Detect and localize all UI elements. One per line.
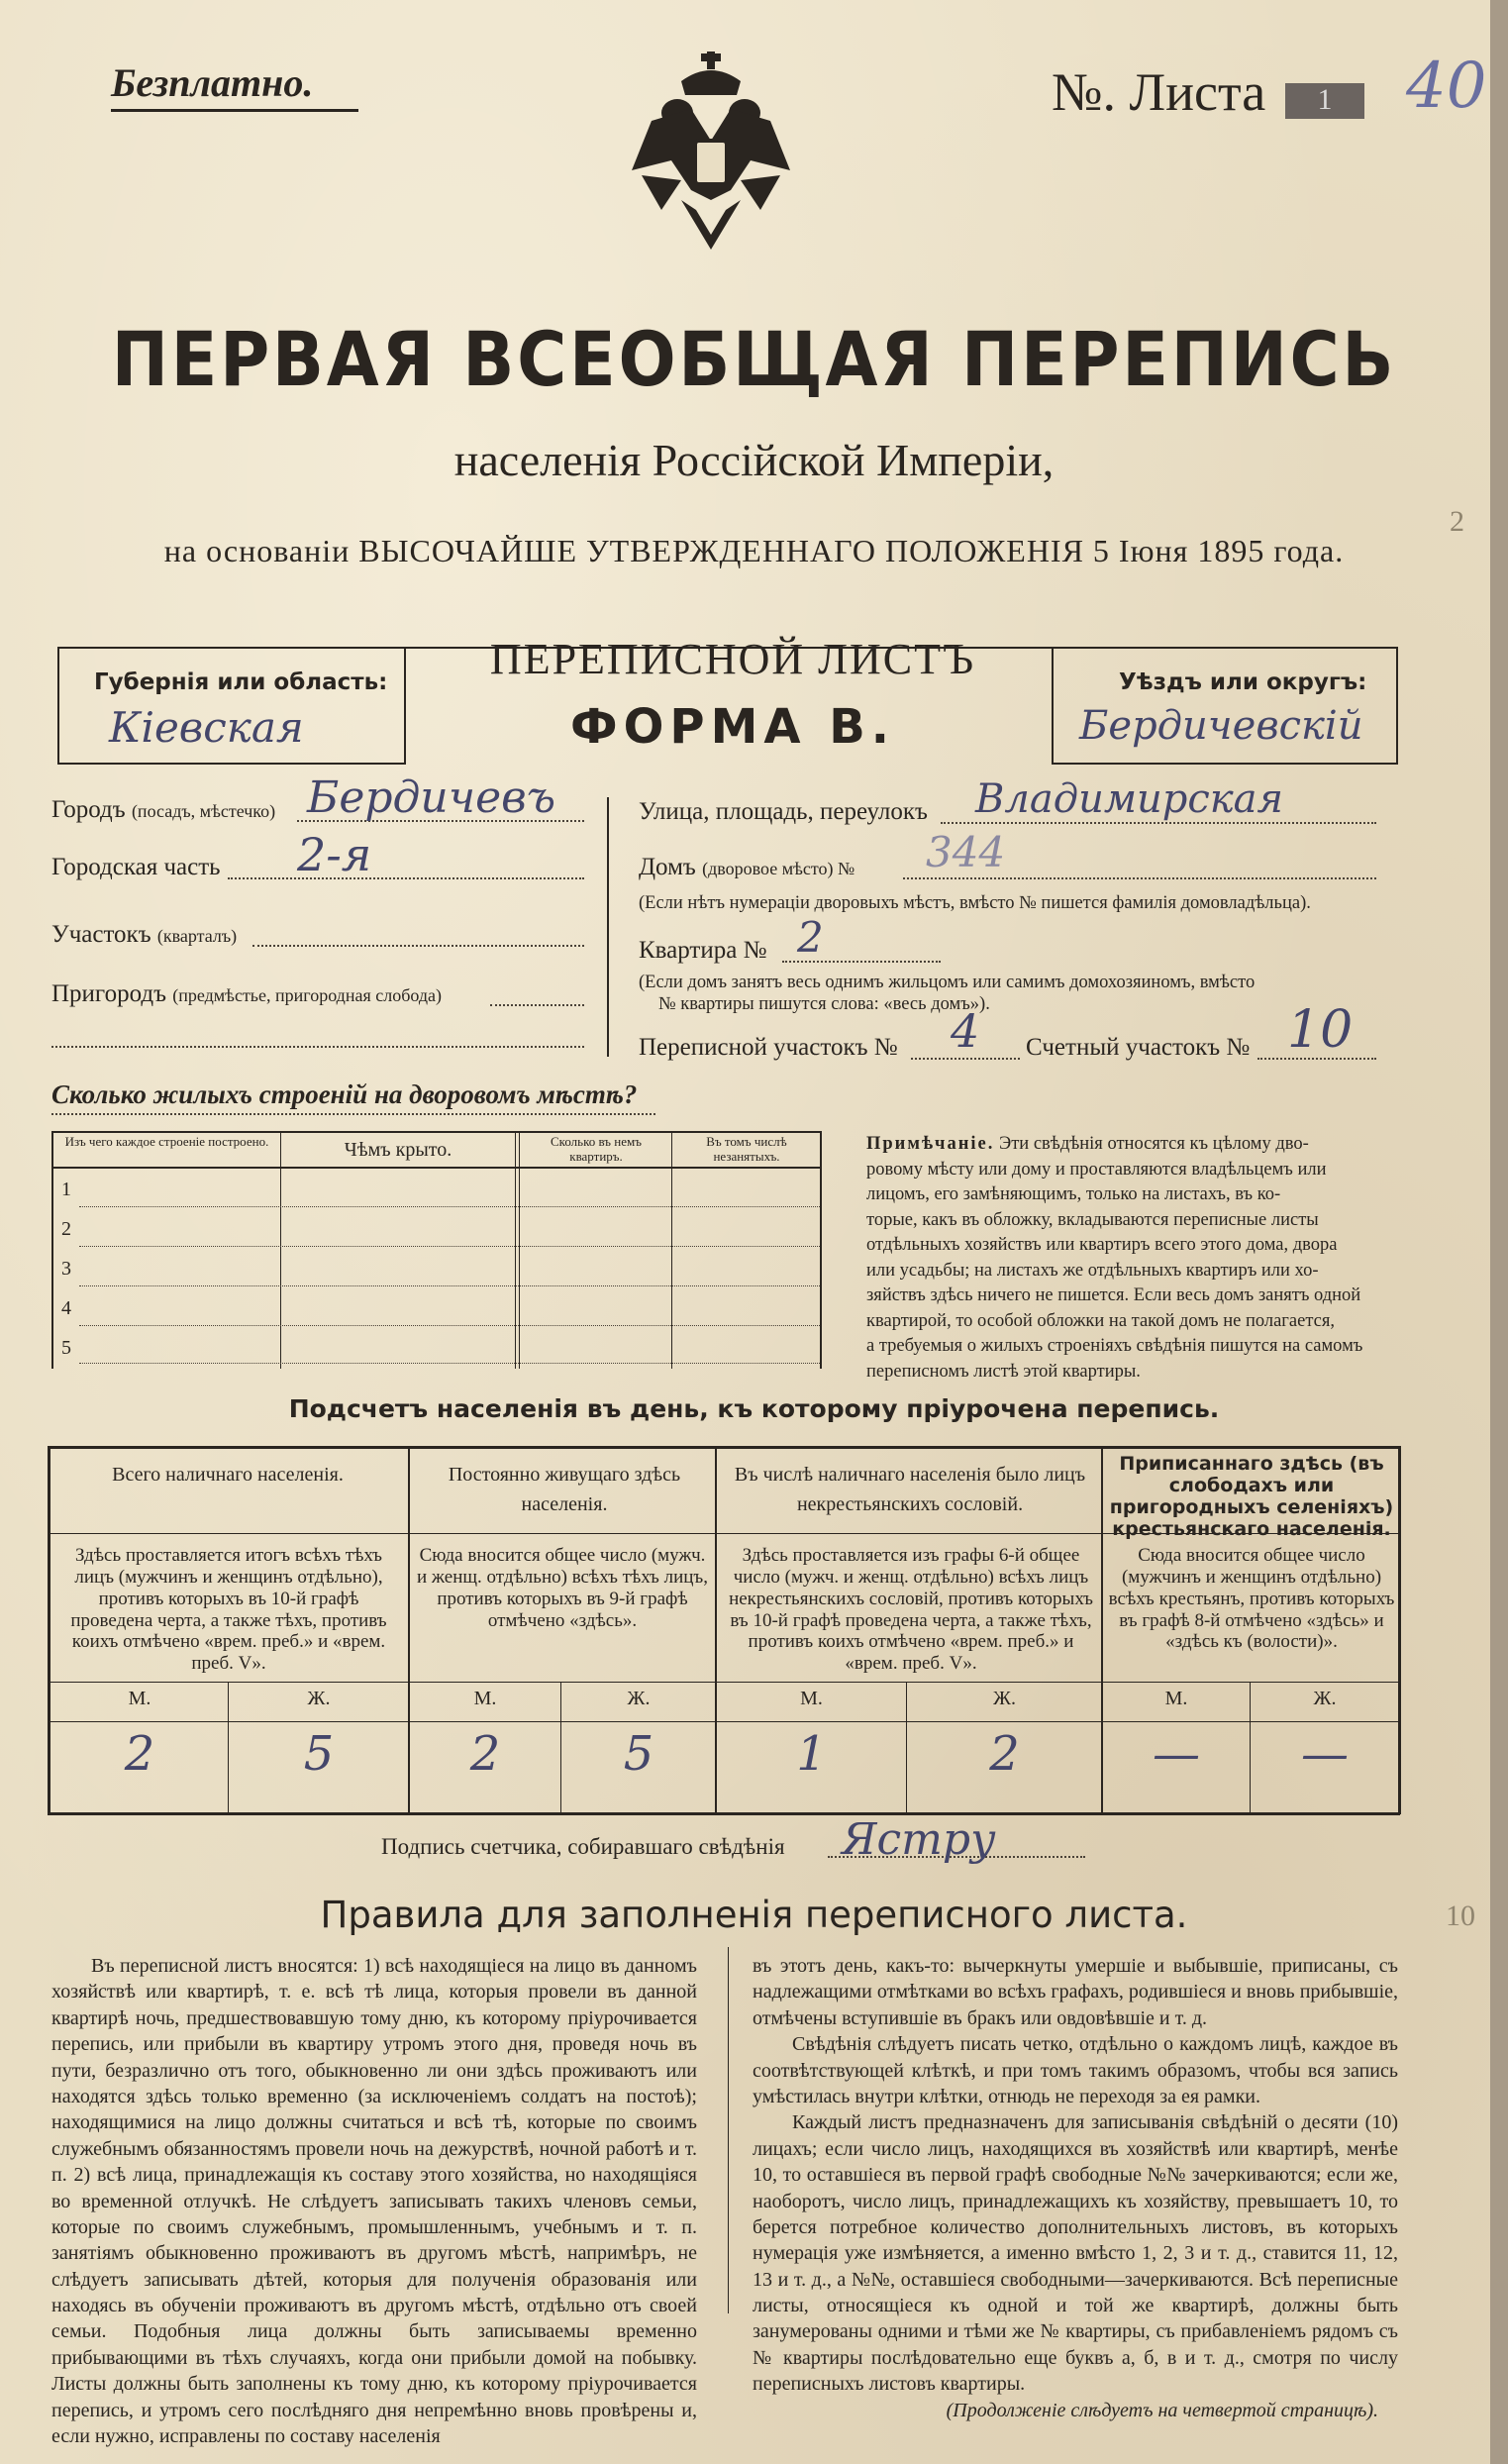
rules-right-column	[753, 1953, 1398, 2423]
rules-continued: (Продолженіе слѣдуетъ на четвертой страницѣ).	[946, 2399, 1378, 2421]
margin-mark-1: 2	[1450, 505, 1464, 538]
pop-col3-f-label: Ж.	[993, 1688, 1016, 1709]
rules-title: Правила для заполненія переписного листа.	[320, 1894, 1188, 1936]
buildings-row-line-3	[79, 1285, 820, 1286]
corner-mark: 40	[1406, 50, 1487, 123]
buildings-table-top	[51, 1131, 822, 1133]
buildings-row-line-5	[79, 1363, 820, 1364]
city-value: Бердичевъ	[307, 772, 556, 823]
count-district-label: Счетный участокъ №	[1026, 1034, 1251, 1061]
buildings-row-line-1	[79, 1206, 820, 1207]
buildings-col2-header: Чѣмъ крыто.	[344, 1139, 452, 1161]
signature-label: Подпись счетчика, собиравшаго свѣдѣнія	[381, 1834, 785, 1859]
sheet-number-label: №. Листа	[1052, 62, 1266, 122]
pop-col4-desc: Сюда вносится общее число (мужчинъ и женщинъ отдѣльно) всѣхъ крестьянъ, противъ которыхъ въ графѣ 8-й отмѣчено «здѣсь» и «здѣсь къ (волости)».	[1108, 1545, 1395, 1653]
apt-note-2: № квартиры пишутся слова: «весь домъ»).	[658, 994, 990, 1014]
pop-col4-header: Приписаннаго здѣсь (въ слободахъ или пригородныхъ селеніяхъ) крестьянскаго населенія.	[1109, 1453, 1394, 1540]
buildings-col-line-0	[51, 1131, 53, 1369]
census-district-line	[911, 1058, 1020, 1060]
note-line-2: ровому мѣсту или дому и проставляются владѣльцемъ или	[866, 1159, 1327, 1180]
district-line	[252, 945, 584, 947]
buildings-col-line-4	[820, 1131, 822, 1369]
pop-mf-split-2	[560, 1682, 561, 1814]
pop-values-line	[48, 1721, 1400, 1722]
pop-col3-f-value: 2	[989, 1726, 1020, 1782]
population-title: Подсчетъ населенія въ день, къ которому пріурочена перепись.	[288, 1394, 1220, 1423]
buildings-col4-header: Въ томъ числѣ незанятыхъ.	[706, 1134, 787, 1164]
house-note: (Если нѣтъ нумераціи дворовыхъ мѣстъ, вмѣсто № пишется фамилія домовладѣльца).	[639, 893, 1311, 913]
pop-col2-f-value: 5	[623, 1726, 654, 1782]
pop-mf-split-1	[228, 1682, 229, 1814]
buildings-col-line-2	[515, 1131, 516, 1369]
form-bottom-left	[57, 763, 406, 765]
pop-col3-desc: Здѣсь проставляется изъ графы 6-й общее число (мужч. и женщ. отдѣльно) всѣхъ лицъ некрестьянскихъ сословій, противъ которыхъ въ 10-й графѣ проведена черта, а также тѣхъ, противъ коихъ отмѣчено «врем. преб.» и «врем. преб. V».	[729, 1545, 1093, 1675]
note-line-3: лицомъ, его замѣняющимъ, только на листахъ, въ ко-	[866, 1184, 1281, 1204]
buildings-question-line	[51, 1113, 655, 1115]
uezd-value: Бердичевскій	[1079, 703, 1363, 749]
street-value: Владимирская	[975, 776, 1283, 822]
pop-col3-header: Въ числѣ наличнаго населенія было лицъ некрестьянскихъ сословій.	[734, 1464, 1086, 1515]
note-line-1: Эти свѣдѣнія относятся къ цѣлому дво-	[999, 1134, 1309, 1154]
part-label: Городская часть	[51, 854, 221, 880]
pop-col1-m-label: М.	[128, 1688, 151, 1709]
margin-mark-2: 10	[1446, 1899, 1475, 1932]
count-district-value: 10	[1287, 1000, 1354, 1060]
form-divider-left	[404, 647, 406, 764]
buildings-col-line-3	[671, 1131, 672, 1369]
free-underline	[111, 109, 358, 112]
note-line-6: или усадьбы; на листахъ же отдѣльныхъ квартиръ или хо-	[866, 1260, 1319, 1281]
pop-col3-m-label: М.	[800, 1688, 823, 1709]
buildings-row-line-2	[79, 1246, 820, 1247]
house-line	[903, 877, 1376, 879]
note-block	[866, 1132, 1401, 1385]
sheet-number-value: 1	[1317, 83, 1333, 116]
street-line	[941, 822, 1376, 824]
buildings-col1-header: Изъ чего каждое строеніе построено.	[64, 1134, 269, 1149]
pop-col4-f-value: —	[1301, 1726, 1349, 1782]
rules-column-divider	[728, 1947, 729, 2313]
buildings-question: Сколько жилыхъ строеній на дворовомъ мѣстѣ?	[51, 1079, 638, 1109]
apt-label: Квартира №	[639, 937, 767, 964]
pop-col2-header: Постоянно живущаго здѣсь населенія.	[448, 1464, 681, 1515]
buildings-col3-header: Сколько въ немъ квартиръ.	[551, 1134, 642, 1164]
form-left-border	[57, 647, 59, 764]
suburb-label: Пригородъ (предмѣстье, пригородная слобода)	[51, 980, 442, 1007]
census-subtitle: населенія Россійской Имперіи,	[453, 435, 1055, 485]
buildings-row-4: 4	[61, 1297, 71, 1319]
census-district-label: Переписной участокъ №	[639, 1034, 898, 1061]
pop-col4-m-value: —	[1153, 1726, 1200, 1782]
buildings-header-line	[51, 1167, 822, 1169]
apt-note-1: (Если домъ занятъ весь однимъ жильцомъ или самимъ домохозяиномъ, вмѣсто	[639, 973, 1256, 992]
form-title: ПЕРЕПИСНОЙ ЛИСТЪ	[489, 635, 976, 683]
note-line-7: зяйствъ здѣсь ничего не пишется. Если весь домъ занятъ одной	[866, 1285, 1361, 1305]
form-divider-right	[1052, 647, 1054, 764]
district-label: Участокъ (кварталъ)	[51, 921, 238, 948]
census-decree: на основаніи ВЫСОЧАЙШЕ УТВЕРЖДЕННАГО ПОЛОЖЕНІЯ 5 Іюня 1895 года.	[163, 533, 1345, 568]
buildings-row-2: 2	[61, 1218, 71, 1240]
apt-value: 2	[797, 913, 824, 962]
pop-table-right	[1398, 1446, 1401, 1814]
pop-col1-m-value: 2	[124, 1726, 155, 1782]
census-title: ПЕРВАЯ ВСЕОБЩАЯ ПЕРЕПИСЬ	[111, 315, 1397, 403]
pop-col1-desc: Здѣсь проставляется итогъ всѣхъ тѣхъ лицъ (мужчинъ и женщинъ отдѣльно), противъ которыхъ въ 10-й графѣ проведена черта, а также тѣхъ, противъ коихъ отмѣчено «врем. преб.» и «врем. преб. V».	[70, 1545, 387, 1675]
gubernia-label: Губернія или область:	[94, 669, 388, 695]
pop-mf-split-4	[1250, 1682, 1251, 1814]
census-district-value: 4	[951, 1004, 980, 1058]
pop-table-bottom	[48, 1812, 1400, 1815]
rules-right-para-3: Каждый листъ предназначенъ для записыванія свѣдѣній о десяти (10) лицахъ; если число лицъ, находящихся въ хозяйствѣ или квартирѣ, менѣе 10, то оставшіеся въ первой графѣ свободные №№ зачеркиваются; если же, наоборотъ, число лицъ, принадлежащихъ къ хозяйству, превышаетъ 10, то берется потребное количество дополнительныхъ листовъ, въ которыхъ нумерація уже измѣняется, а именно вмѣсто 1, 2, 3 и т. д., ставится 11, 12, 13 и т. д., а №№, оставшіеся свободными—зачеркиваются. Всѣ переписные листы, относящіеся къ одной и той же квартирѣ, должны быть занумерованы одними и тѣми же № квартиры, съ прибавленіемъ рядомъ съ № квартиры послѣдовательно еще буквъ а, б, в и т. д., смотря по числу переписныхъ листовъ квартиры.	[753, 2111, 1398, 2396]
buildings-row-line-4	[79, 1325, 820, 1326]
free-label: Безплатно.	[111, 60, 314, 105]
address-divider	[607, 797, 609, 1057]
house-value: 344	[926, 828, 1006, 876]
house-label: Домъ (дворовое мѣсто) №	[639, 854, 855, 880]
buildings-row-5: 5	[61, 1337, 71, 1359]
pop-col1-f-value: 5	[303, 1726, 335, 1782]
street-label: Улица, площадь, переулокъ	[639, 798, 928, 825]
buildings-col-line-2b	[519, 1131, 520, 1369]
gubernia-value: Кіевская	[109, 703, 304, 752]
pop-col1-header: Всего наличнаго населенія.	[112, 1464, 344, 1486]
suburb-line	[490, 1004, 584, 1006]
pop-col2-desc: Сюда вносится общее число (мужч. и женщ. отдѣльно) всѣхъ тѣхъ лицъ, противъ которыхъ въ 9-й графѣ отмѣчено «здѣсь».	[416, 1545, 709, 1631]
note-line-9: а требуемыя о жилыхъ строеніяхъ свѣдѣнія пишутся на самомъ	[866, 1336, 1363, 1356]
signature-value: Ястру	[842, 1814, 996, 1865]
note-line-8: квартирой, то особой обложки на такой домъ не полагается,	[866, 1310, 1335, 1331]
pop-col2-f-label: Ж.	[627, 1688, 651, 1709]
rules-right-para-2: Свѣдѣнія слѣдуетъ писать четко, отдѣльно о каждомъ лицѣ, каждое въ соотвѣтствующей клѣткѣ, и при томъ такимъ образомъ, чтобы вся запись умѣстилась внутри клѣтки, отнюдь не переходя за ея рамки.	[753, 2033, 1398, 2107]
note-line-5: отдѣльныхъ хозяйствъ или квартиръ всего этого дома, двора	[866, 1235, 1338, 1255]
buildings-col-line-1	[280, 1131, 281, 1369]
pop-col2-m-value: 2	[469, 1726, 501, 1782]
part-value: 2-я	[297, 828, 372, 881]
pop-mf-line	[48, 1682, 1400, 1683]
pop-col3-m-value: 1	[796, 1726, 827, 1782]
note-line-10: переписномъ листѣ этой квартиры.	[866, 1361, 1141, 1382]
pop-table-left	[48, 1446, 50, 1814]
pop-table-top	[48, 1446, 1400, 1449]
suburb-line-2	[51, 1046, 584, 1048]
rules-left-column: Въ переписной листъ вносятся: 1) всѣ находящіеся на лицо въ данномъ хозяйствѣ или квартирѣ, т. е. всѣ тѣ лица, которыя провели въ данной квартирѣ ночь, предшествовавшую тому дню, къ которому пріурочивается перепись, или прибыли въ квартиру утромъ этого дня, проведя ночь въ пути, безразлично отъ того, обыкновенно ли они здѣсь проживаютъ или находятся здѣсь только временно (за исключеніемъ солдатъ на постоѣ); находящимися на лицо должны считаться и всѣ тѣ, которые по своимъ служебнымъ обязанностямъ провели ночь на дежурствѣ, ночной работѣ и т. п. 2) всѣ лица, принадлежащія къ составу этого хозяйства, но находящіяся во временной отлучкѣ. Не слѣдуетъ записывать такихъ членовъ семьи, которые по своимъ служебнымъ, промышленнымъ, учебнымъ и т. п. занятіямъ обыкновенно проживаютъ въ другомъ мѣстѣ, напримѣръ, не слѣдуетъ записывать дѣтей, которыя для полученія образованія или находясь въ обученіи проживаютъ въ другомъ мѣстѣ, отдѣльно отъ своей семьи. Подобныя лица должны быть записываемы временно прибывающими въ тѣхъ случаяхъ, когда они прибыли домой на побывку. Листы должны быть заполнены къ тому дню, къ которому пріурочивается перепись, и утромъ сего послѣдняго дня непремѣнно вновь провѣрены и, если нужно, исправлены по составу населенія	[51, 1955, 697, 2448]
page-edge	[1490, 0, 1508, 2464]
pop-mf-split-3	[906, 1682, 907, 1814]
part-line	[228, 877, 584, 879]
buildings-row-1: 1	[61, 1179, 71, 1200]
city-label: Городъ (посадъ, мѣстечко)	[51, 796, 276, 823]
rules-right-para-1: въ этотъ день, какъ-то: вычеркнуты умершіе и выбывшіе, приписаны, съ надлежащими отмѣтками во всѣхъ графахъ, родившіеся и вновь прибывшіе, отмѣчены вступившіе въ бракъ или овдовѣвшіе и т. д.	[753, 1955, 1398, 2029]
note-line-4: торые, какъ въ обложку, вкладываются переписные листы	[866, 1209, 1319, 1230]
double-headed-eagle-emblem	[622, 51, 800, 259]
uezd-label: Уѣздъ или округъ:	[1119, 669, 1367, 695]
pop-col4-m-label: М.	[1164, 1688, 1188, 1709]
form-bottom-right	[1052, 763, 1398, 765]
buildings-row-3: 3	[61, 1258, 71, 1280]
form-letter: ФОРМА В.	[569, 699, 896, 755]
pop-col1-f-label: Ж.	[307, 1688, 331, 1709]
pop-col4-f-label: Ж.	[1313, 1688, 1337, 1709]
pop-col2-m-label: М.	[473, 1688, 497, 1709]
form-right-border	[1396, 647, 1398, 764]
note-title: Примѣчаніе.	[866, 1134, 995, 1154]
